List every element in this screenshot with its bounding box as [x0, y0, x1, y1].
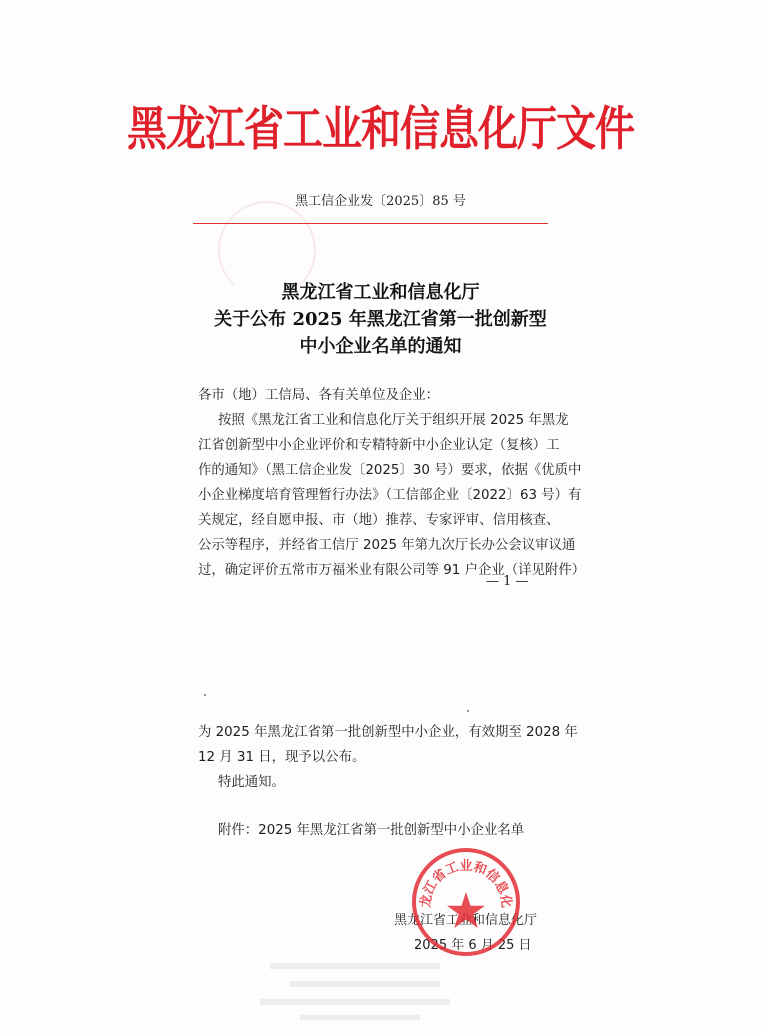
star-icon [447, 892, 485, 928]
issue-date: 2025 年 6 月 25 日 [414, 938, 532, 953]
paragraph-line: 按照《黑龙江省工业和信息化厅关于组织开展 2025 年黑龙 [218, 413, 569, 428]
closing-text: 特此通知。 [218, 775, 285, 790]
paragraph-line: 公示等程序，并经省工信厅 2025 年第九次厅长办公会议审议通 [198, 538, 576, 553]
paragraph-line: 作的通知》（黑工信企业发〔2025〕30 号）要求，依据《优质中 [198, 463, 582, 478]
page-number: — 1 — [486, 574, 529, 589]
continuation-line: 12 月 31 日，现予以公布。 [198, 750, 366, 765]
seal-text: 龙江省工业和信息化 [418, 859, 514, 909]
masthead-title: 黑龙江省工业和信息化厅文件 [127, 101, 634, 157]
paragraph-line: 过，确定评价五常市万福米业有限公司等 91 户企业（详见附件） [198, 563, 586, 578]
issuer-name: 黑龙江省工业和信息化厅 [394, 913, 538, 928]
attachment-line: 附件：2025 年黑龙江省第一批创新型中小企业名单 [218, 823, 525, 838]
official-seal [410, 846, 522, 958]
svg-text:黑龙江省工业和信息化厅 [410, 846, 514, 909]
continuation-line: 为 2025 年黑龙江省第一批创新型中小企业，有效期至 2028 年 [198, 725, 578, 740]
notice-title-line-1: 黑龙江省工业和信息化厅 [281, 282, 480, 303]
notice-title-line-2: 关于公布 2025 年黑龙江省第一批创新型 [214, 309, 547, 330]
paragraph-line: 小企业梯度培育管理暂行办法》（工信部企业〔2022〕63 号）有 [198, 488, 582, 503]
notice-title-line-3: 中小企业名单的通知 [299, 336, 462, 357]
bleed-through-text [230, 955, 490, 1025]
scan-speck [467, 710, 469, 712]
scan-speck [204, 694, 206, 696]
document-number: 黑工信企业发〔2025〕85 号 [295, 194, 466, 209]
red-divider-line [193, 223, 548, 224]
paragraph-line: 关规定，经自愿申报、市（地）推荐、专家评审、信用核查、 [198, 513, 560, 528]
salutation: 各市（地）工信局、各有关单位及企业： [198, 388, 440, 403]
paragraph-line: 江省创新型中小企业评价和专精特新中小企业认定（复核）工 [198, 438, 560, 453]
